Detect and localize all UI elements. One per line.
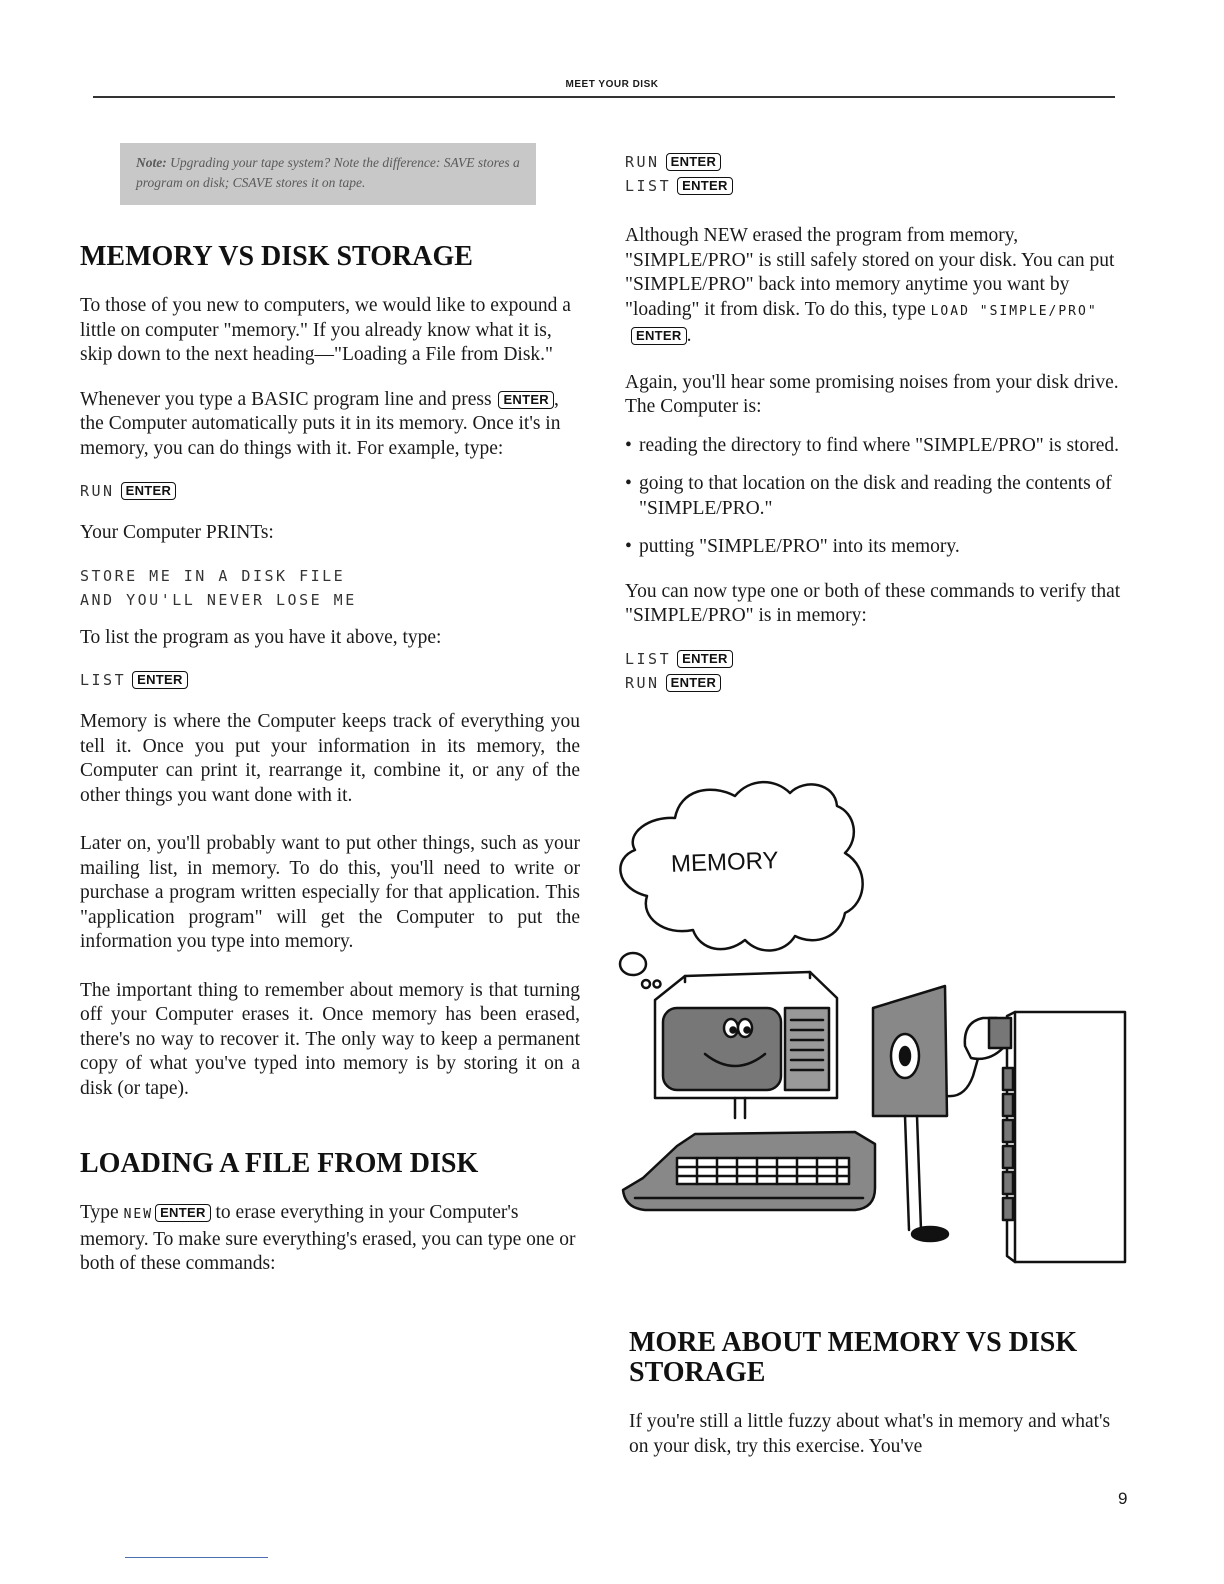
code-list	[80, 668, 580, 692]
paragraph-later-on: Later on, you'll probably want to put other things, such as your mailing list, in memory. To do this, you'll need to write or purchase a program written especially for that application. This "application program" will get the Computer to put the information you type into memory.	[80, 833, 580, 952]
paragraph-text: Although NEW erased the program from memory, "SIMPLE/PRO" is still safely stored on your disk. You can put "SIMPLE/PRO" back into memory anytime you want by "loading" it from disk. To do this, type	[625, 225, 1115, 320]
bullet-item: • going to that location on the disk and reading the contents of "SIMPLE/PRO."	[625, 472, 1130, 521]
command-text: RUN	[625, 153, 660, 171]
left-column	[80, 143, 580, 1277]
disk-foot	[912, 1227, 948, 1241]
computer-memory-cartoon	[605, 778, 1130, 1268]
keyboard-keys	[677, 1158, 849, 1184]
output-line: STORE ME IN A DISK FILE	[80, 566, 346, 585]
heading-more-about-memory: MORE ABOUT MEMORY VS DISK STORAGE	[629, 1327, 1078, 1388]
enter-key: ENTER	[498, 391, 554, 409]
heading-memory-vs-disk: MEMORY VS DISK STORAGE	[80, 241, 473, 272]
monitor-screen	[663, 1008, 781, 1090]
output-line: AND YOU'LL NEVER LOSE ME	[80, 590, 357, 609]
command-text: RUN	[625, 673, 660, 692]
code-commands	[625, 647, 1130, 695]
note-label: Note:	[136, 155, 167, 170]
note-box	[120, 143, 536, 205]
paragraph-computer-prints: Your Computer PRINTs:	[80, 522, 274, 543]
bullet-item: • putting "SIMPLE/PRO" into its memory.	[625, 535, 1130, 560]
command-text: LIST	[625, 649, 672, 668]
running-header: MEET YOUR DISK	[565, 79, 659, 90]
header-rule	[93, 96, 1115, 98]
command-text: LIST	[625, 177, 672, 195]
paragraph-text: .	[686, 325, 692, 346]
paragraph-fuzzy: If you're still a little fuzzy about what's in memory and what's on your disk, try this exercise. You've	[629, 1411, 1111, 1457]
code-run	[80, 479, 580, 503]
command-text: RUN	[80, 482, 115, 500]
thought-text: MEMORY	[670, 847, 779, 878]
bullet-item: • reading the directory to find where "SIMPLE/PRO" is stored.	[625, 434, 1130, 459]
paragraph-memory-track: Memory is where the Computer keeps track of everything you tell it. Once you put your information in its memory, the Computer can print it, rearrange it, combine it, or any of the other things you want done with it.	[80, 711, 580, 806]
code-output	[80, 564, 580, 612]
paragraph-basic-line	[80, 388, 580, 462]
enter-key: ENTER	[677, 650, 733, 668]
thought-bubble	[654, 981, 661, 988]
enter-key: ENTER	[666, 153, 722, 171]
right-column-lower	[629, 1328, 1134, 1459]
bullet-list	[625, 434, 1130, 560]
right-column	[625, 150, 1130, 695]
paragraph-type-new	[80, 1201, 580, 1277]
enter-key: ENTER	[677, 177, 733, 195]
enter-key: ENTER	[631, 327, 687, 345]
disk-drive-slot	[989, 1018, 1011, 1048]
paragraph-text: Type	[80, 1202, 119, 1223]
command-text: LOAD "SIMPLE/PRO"	[930, 303, 1098, 319]
paragraph-intro: To those of you new to computers, we would like to expound a little on computer "memory." If you already know what it is, skip down to the next heading—"Loading a File from Disk."	[80, 295, 571, 365]
enter-key: ENTER	[155, 1204, 211, 1222]
footer-rule	[125, 1557, 268, 1558]
thought-bubble	[620, 953, 646, 975]
code-list	[625, 174, 1130, 198]
paragraph-new-erased	[625, 224, 1130, 349]
page-number: 9	[1118, 1489, 1128, 1508]
paragraph-text: Whenever you type a BASIC program line and press	[80, 388, 492, 410]
note-text: Upgrading your tape system? Note the difference: SAVE stores a program on disk; CSAVE stores it on tape.	[136, 155, 520, 190]
enter-key: ENTER	[132, 671, 188, 689]
enter-key: ENTER	[666, 674, 722, 692]
disk-drive	[1007, 1012, 1125, 1262]
paragraph-text: to erase everything in your Computer's memory. To make sure everything's erased, you can type one or both of these commands:	[80, 1202, 576, 1274]
code-run	[625, 150, 1130, 174]
paragraph-list-program: To list the program as you have it above, type:	[80, 626, 442, 648]
paragraph-important-thing: The important thing to remember about memory is that turning off your Computer erases it. Once memory has been erased, there's no way to recover it. The only way to keep a permanent copy of what you've typed into memory is by storing it on a disk (or tape).	[80, 979, 580, 1099]
code-run	[625, 671, 1130, 695]
heading-loading-file: LOADING A FILE FROM DISK	[80, 1148, 479, 1179]
enter-key: ENTER	[121, 482, 177, 500]
command-text: NEW	[123, 1207, 154, 1222]
code-list	[625, 647, 1130, 671]
paragraph-text: , the Computer automatically puts it in its memory. Once it's in memory, you can do things with it. For example, type:	[80, 388, 561, 459]
thought-bubble	[642, 980, 650, 988]
paragraph-promising-noises: Again, you'll hear some promising noises from your disk drive. The Computer is:	[625, 371, 1119, 417]
paragraph-verify: You can now type one or both of these commands to verify that "SIMPLE/PRO" is in memory:	[625, 580, 1121, 626]
command-text: LIST	[80, 671, 127, 689]
